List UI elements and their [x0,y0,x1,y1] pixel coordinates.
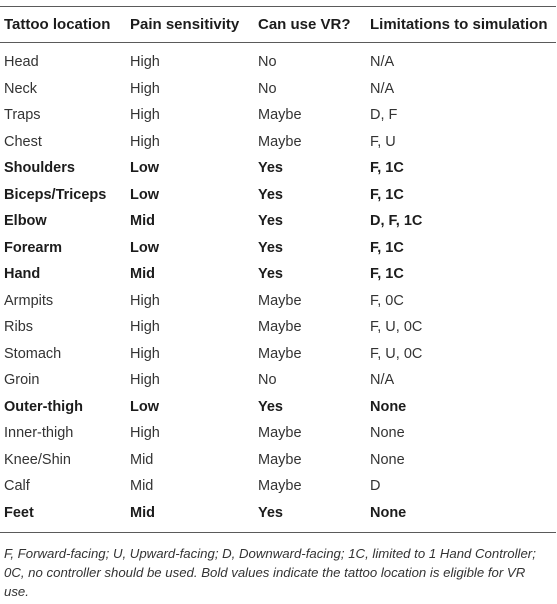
table-row [0,49,556,76]
limitations-cell: D, F, 1C [370,213,423,230]
table-row [0,473,556,500]
vr-cell: No [258,372,277,389]
location-cell: Ribs [4,319,34,336]
location-cell: Stomach [4,345,62,362]
table-row [0,447,556,474]
limitations-cell: D [370,478,381,495]
limitations-cell: None [370,425,405,442]
pain-cell: High [130,133,160,150]
pain-cell: Mid [130,451,154,468]
location-cell: Traps [4,107,41,124]
vr-cell: Maybe [258,133,302,150]
table-row [0,182,556,209]
vr-cell: Maybe [258,451,302,468]
vr-cell: Yes [258,504,283,521]
pain-cell: Low [130,398,159,415]
limitations-cell: None [370,504,407,521]
location-cell: Elbow [4,213,47,230]
location-cell: Forearm [4,239,63,256]
limitations-cell: N/A [370,54,395,71]
location-cell: Armpits [4,292,54,309]
vr-cell: No [258,54,277,71]
vr-cell: Yes [258,160,283,177]
limitations-cell: N/A [370,372,395,389]
vr-cell: Yes [258,186,283,203]
vr-cell: Maybe [258,478,302,495]
table-body [0,43,556,532]
limitations-cell: F, 1C [370,160,404,177]
header-tattoo-location: Tattoo location [4,16,111,33]
pain-cell: High [130,54,160,71]
table-row [0,235,556,262]
table-row [0,367,556,394]
vr-cell: Maybe [258,345,302,362]
pain-cell: Low [130,239,159,256]
pain-cell: High [130,425,160,442]
pain-cell: High [130,292,160,309]
table-row [0,129,556,156]
location-cell: Knee/Shin [4,451,71,468]
limitations-cell: F, 0C [370,292,404,309]
location-cell: Calf [4,478,30,495]
table-row [0,208,556,235]
limitations-cell: F, U, 0C [370,319,423,336]
pain-cell: Mid [130,504,155,521]
header-limitations: Limitations to simulation [370,16,548,33]
table-row [0,500,556,527]
location-cell: Outer-thigh [4,398,83,415]
limitations-cell: F, U [370,133,396,150]
pain-cell: High [130,372,160,389]
location-cell: Inner-thigh [4,425,74,442]
table-row [0,341,556,368]
vr-cell: Yes [258,239,283,256]
limitations-cell: D, F [370,107,398,124]
location-cell: Groin [4,372,40,389]
table-row [0,394,556,421]
pain-cell: Low [130,186,159,203]
limitations-cell: None [370,398,407,415]
location-cell: Hand [4,266,41,283]
pain-cell: High [130,345,160,362]
table-footnote: F, Forward-facing; U, Upward-facing; D, Downward-facing; 1C, limited to 1 Hand Controller; 0C, no controller should be used. Bold values indicate the tattoo location is eligible for VR use. [4,546,536,599]
location-cell: Head [4,54,39,71]
limitations-cell: F, 1C [370,186,404,203]
vr-cell: Yes [258,398,283,415]
table-row [0,261,556,288]
limitations-cell: N/A [370,80,395,97]
table-row [0,76,556,103]
pain-cell: High [130,80,160,97]
pain-cell: Mid [130,266,155,283]
table-row [0,314,556,341]
limitations-cell: None [370,451,405,468]
vr-tattoo-table [0,6,556,533]
vr-cell: Maybe [258,292,302,309]
vr-cell: Maybe [258,319,302,336]
vr-cell: Yes [258,213,283,230]
location-cell: Shoulders [4,160,75,177]
limitations-cell: F, 1C [370,239,404,256]
location-cell: Neck [4,80,38,97]
pain-cell: Low [130,160,159,177]
table-header-row [0,7,556,42]
table-row [0,102,556,129]
location-cell: Feet [4,504,34,521]
bottom-rule [0,532,556,533]
limitations-cell: F, 1C [370,266,404,283]
pain-cell: Mid [130,478,154,495]
vr-cell: Maybe [258,425,302,442]
vr-cell: Yes [258,266,283,283]
table-row [0,288,556,315]
table-row [0,155,556,182]
pain-cell: Mid [130,213,155,230]
pain-cell: High [130,319,160,336]
location-cell: Chest [4,133,42,150]
location-cell: Biceps/Triceps [4,186,107,203]
vr-cell: Maybe [258,107,302,124]
table-row [0,420,556,447]
header-pain-sensitivity: Pain sensitivity [130,16,240,33]
vr-cell: No [258,80,277,97]
header-can-use-vr: Can use VR? [258,16,351,33]
limitations-cell: F, U, 0C [370,345,423,362]
pain-cell: High [130,107,160,124]
